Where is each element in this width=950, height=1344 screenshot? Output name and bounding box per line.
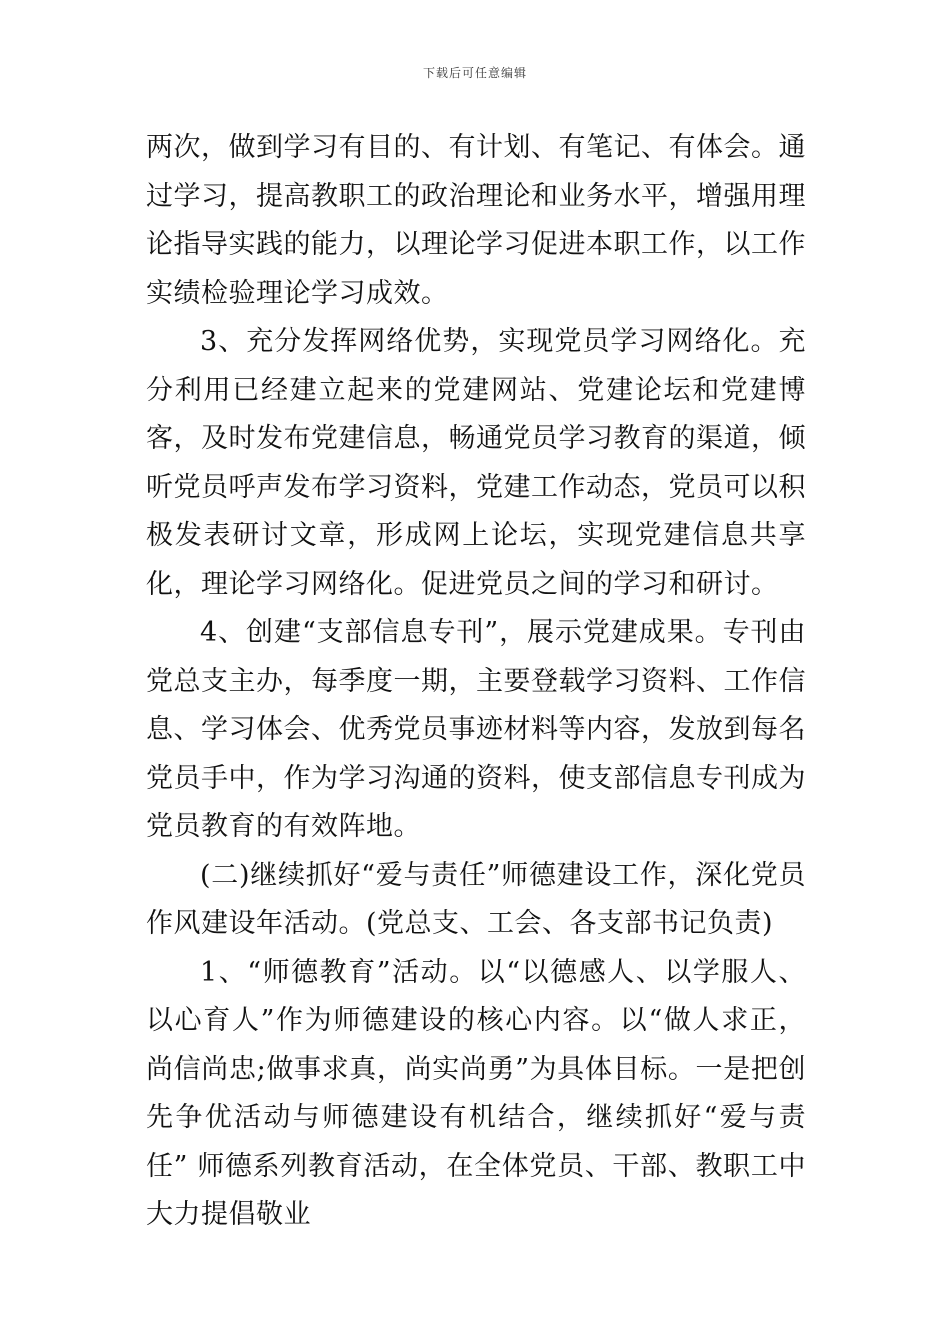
- paragraph-continuation: 两次，做到学习有目的、有计划、有笔记、有体会。通过学习，提高教职工的政治理论和业务水平，增强用理论指导实践的能力，以理论学习促进本职工作，以工作实绩检验理论学习成效。: [146, 132, 806, 309]
- document-body: [146, 124, 806, 1240]
- page-header: 下载后可任意编辑: [422, 66, 527, 80]
- paragraph-item-1: 1、“师德教育”活动。以“以德感人、以学服人、以心育人”作为师德建设的核心内容。以“做人求正，尚信尚忠;做事求真，尚实尚勇”为具体目标。一是把创先争优活动与师德建设有机结合，继续抓好“爱与责任” 师德系列教育活动，在全体党员、干部、教职工中大力提倡敬业: [146, 956, 806, 1230]
- paragraph-item-3: 3、充分发挥网络优势，实现党员学习网络化。充分利用已经建立起来的党建网站、党建论坛和党建博客，及时发布党建信息，畅通党员学习教育的渠道，倾听党员呼声发布学习资料，党建工作动态，党员可以积极发表研讨文章，形成网上论坛，实现党建信息共享化，理论学习网络化。促进党员之间的学习和研讨。: [146, 326, 806, 600]
- section-heading-2: (二)继续抓好“爱与责任”师德建设工作，深化党员作风建设年活动。(党总支、工会、各支部书记负责): [146, 859, 806, 939]
- paragraph-item-4: 4、创建“支部信息专刊”，展示党建成果。专刊由党总支主办，每季度一期，主要登载学习资料、工作信息、学习体会、优秀党员事迹材料等内容，发放到每名党员手中，作为学习沟通的资料，使支部信息专刊成为党员教育的有效阵地。: [146, 617, 806, 842]
